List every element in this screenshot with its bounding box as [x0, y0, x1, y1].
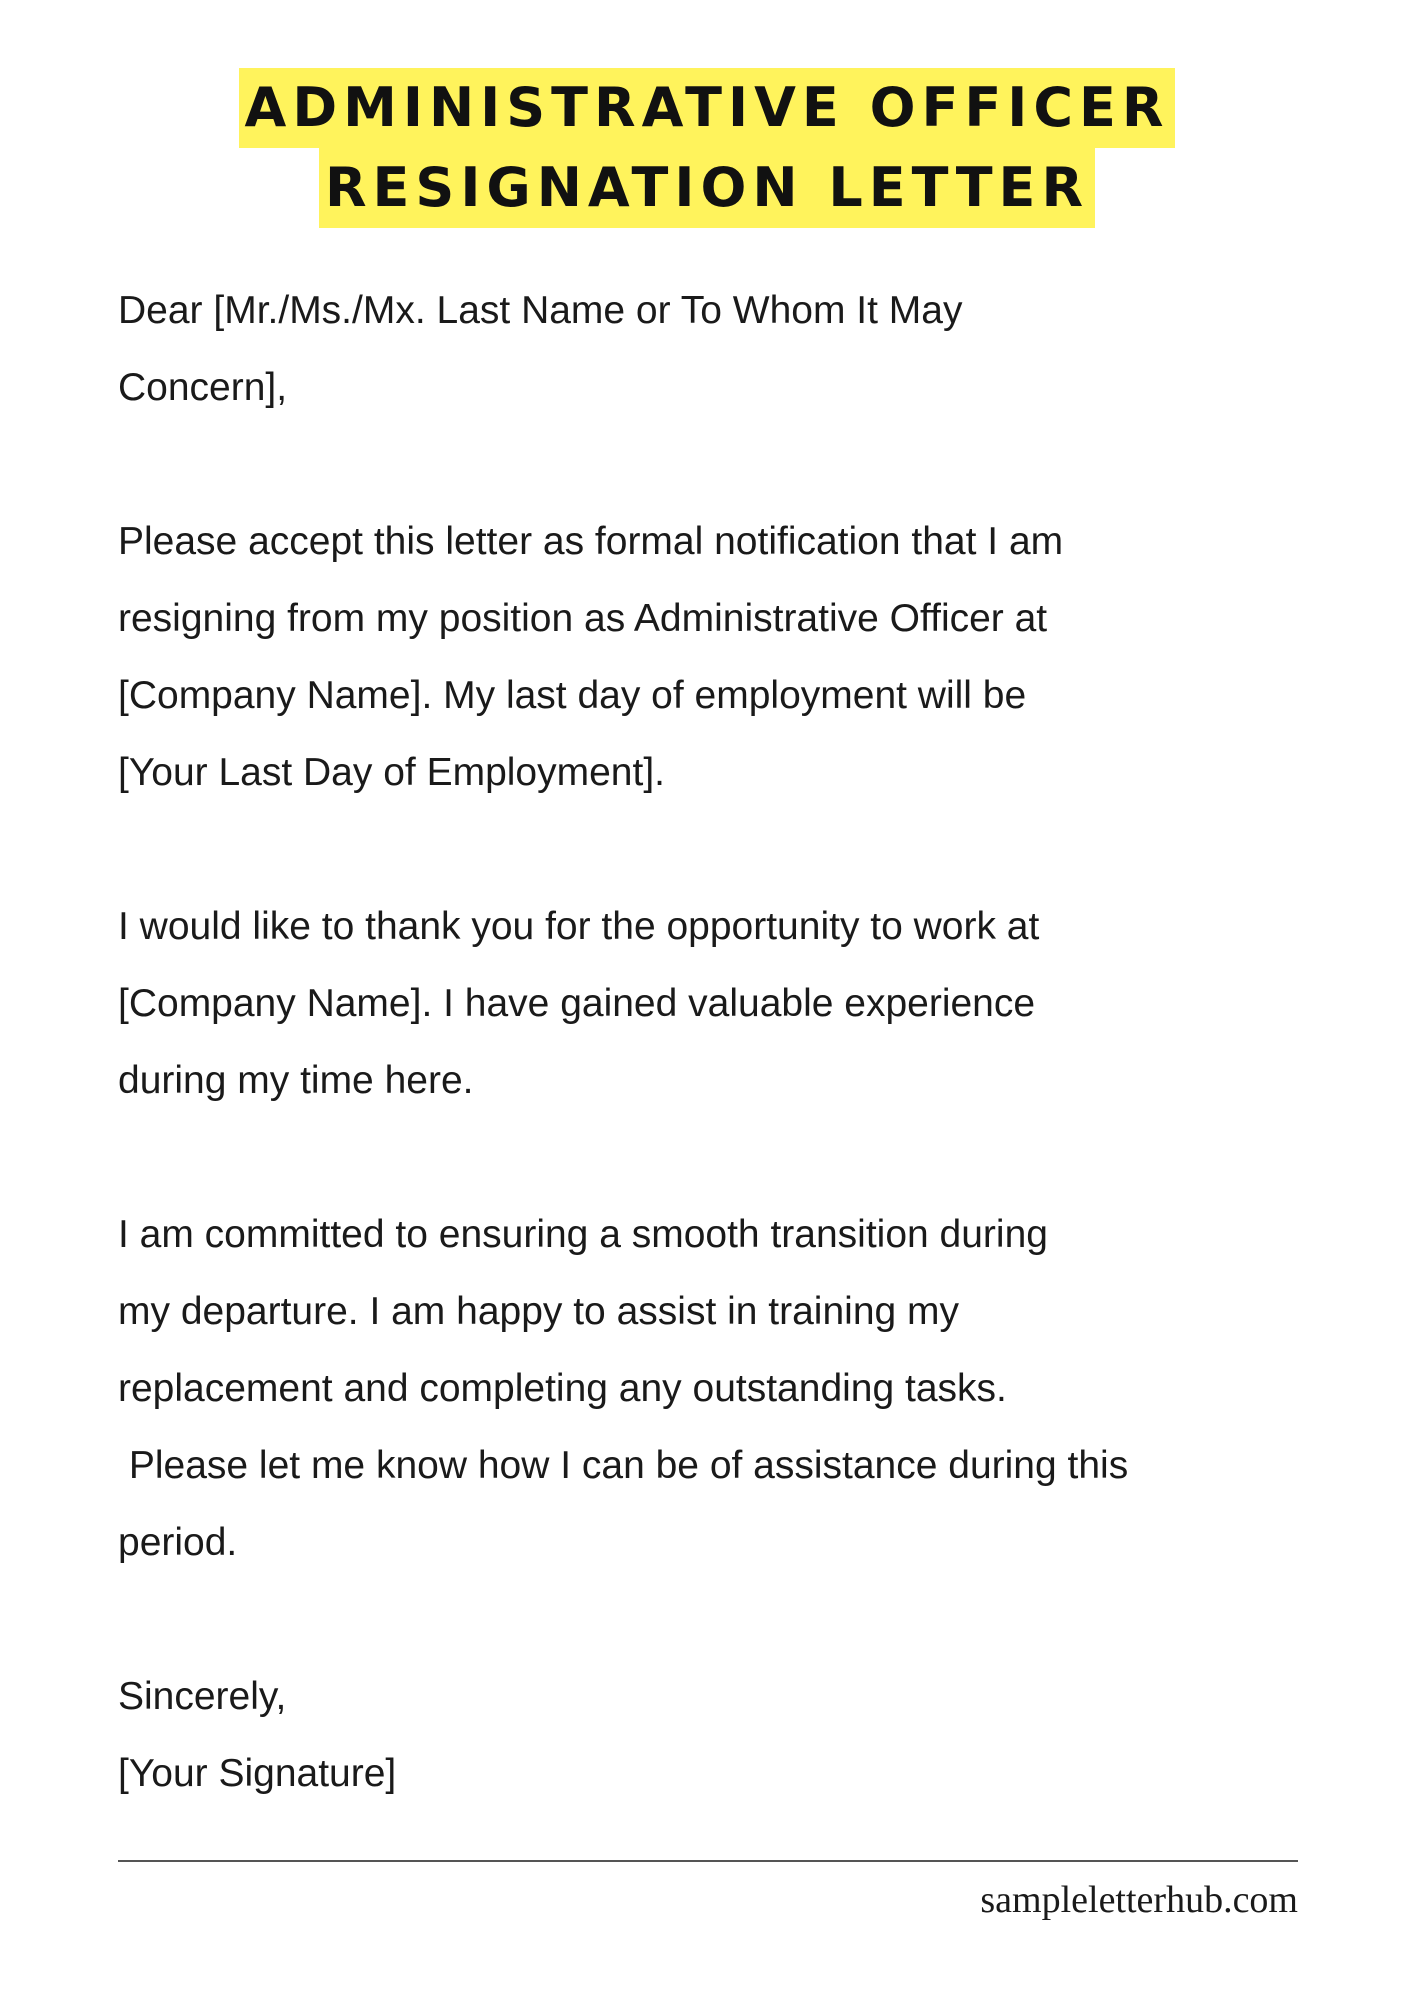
title-line-2: RESIGNATION LETTER	[319, 148, 1095, 228]
paragraph-line: [Company Name]. My last day of employment will be	[118, 674, 1027, 717]
paragraph-transition	[118, 1196, 1338, 1581]
paragraph-line: [Company Name]. I have gained valuable experience	[118, 982, 1036, 1025]
footer-divider	[118, 1860, 1298, 1862]
sign-off: Sincerely,	[118, 1675, 287, 1718]
paragraph-line: during my time here.	[118, 1059, 474, 1102]
paragraph-line: replacement and completing any outstanding tasks.	[118, 1367, 1007, 1410]
footer-website[interactable]: sampleletterhub.com	[980, 1879, 1298, 1921]
salutation-line: Dear [Mr./Ms./Mx. Last Name or To Whom It May	[118, 289, 963, 332]
paragraph-line: Please let me know how I can be of assistance during this	[118, 1444, 1129, 1487]
paragraph-line: period.	[118, 1521, 238, 1564]
salutation	[118, 272, 1338, 426]
paragraph-line: I would like to thank you for the opportunity to work at	[118, 905, 1040, 948]
paragraph-line: resigning from my position as Administrative Officer at	[118, 597, 1048, 640]
salutation-line: Concern],	[118, 366, 288, 409]
paragraph-notification	[118, 503, 1338, 811]
letter-body	[118, 272, 1338, 1812]
paragraph-thanks	[118, 888, 1338, 1119]
signature-placeholder: [Your Signature]	[118, 1752, 397, 1795]
title-line-1: ADMINISTRATIVE OFFICER	[239, 68, 1176, 148]
paragraph-line: Please accept this letter as formal notification that I am	[118, 520, 1064, 563]
paragraph-line: [Your Last Day of Employment].	[118, 751, 665, 794]
closing	[118, 1658, 1338, 1812]
paragraph-line: I am committed to ensuring a smooth transition during	[118, 1213, 1048, 1256]
paragraph-line: my departure. I am happy to assist in training my	[118, 1290, 960, 1333]
letter-title	[0, 68, 1414, 228]
